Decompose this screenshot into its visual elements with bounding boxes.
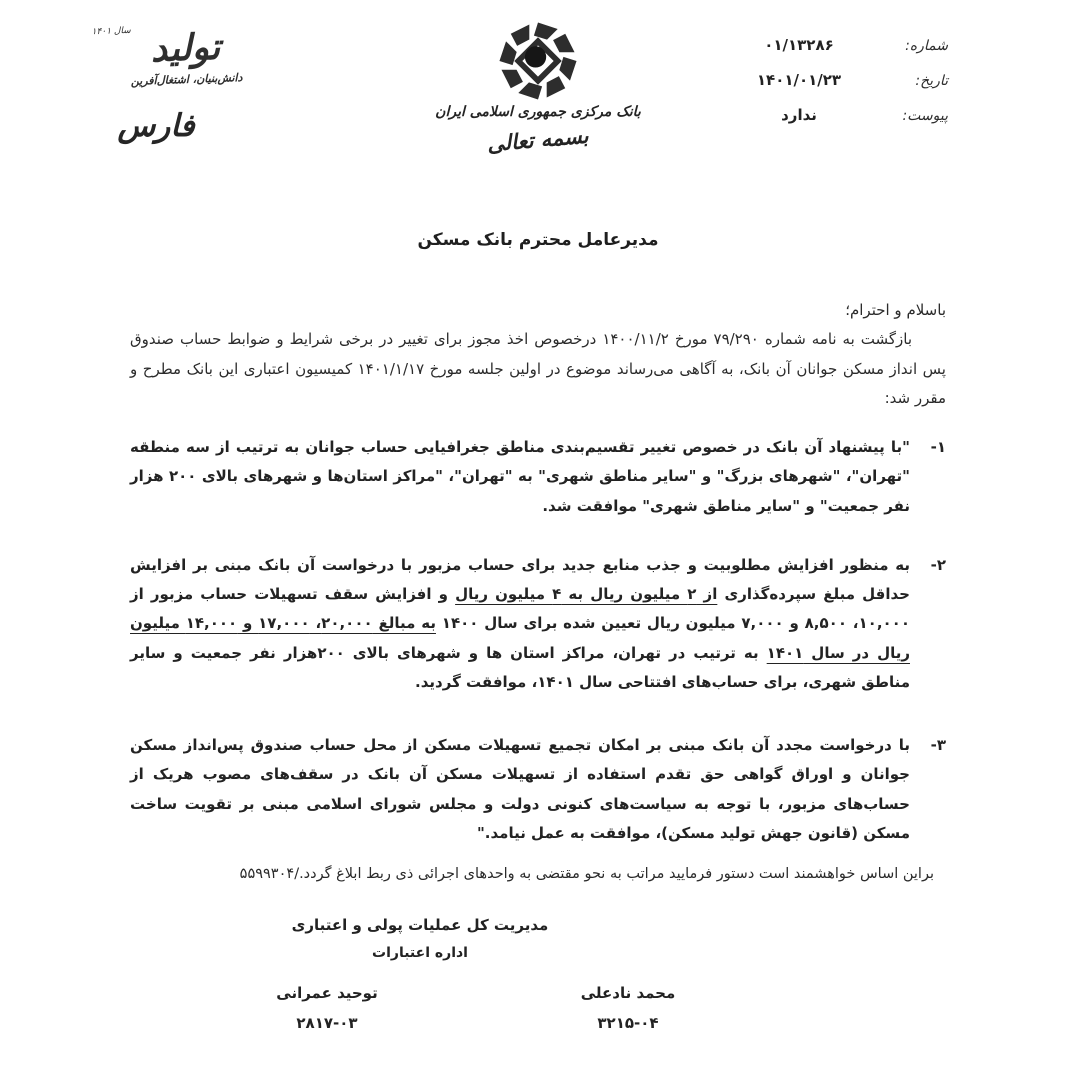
salutation: باسلام و احترام؛ xyxy=(845,301,946,319)
year-slogan-small-text: سال ۱۴۰۱ xyxy=(91,25,132,38)
letter-meta xyxy=(716,36,948,141)
year-slogan-logo xyxy=(91,25,243,89)
year-slogan-main-text: تولید xyxy=(150,26,222,71)
recipient-title: مدیرعامل محترم بانک مسکن xyxy=(417,230,659,250)
signer-left-code: ۲۸۱۷-۰۳ xyxy=(296,1014,358,1032)
list-item-1 xyxy=(130,433,946,521)
year-slogan-sub-text: دانش‌بنیان، اشتغال‌آفرین xyxy=(130,71,243,89)
date-label: تاریخ: xyxy=(915,73,948,89)
item-2-text: به منظور افزایش مطلوبیت و جذب منابع جدید برای حساب مزبور با درخواست آن بانک مبنی بر افزایش حداقل مبلغ سپرده‌گذاری از ۲ میلیون ریال به ۴ میلیون ریال و افزایش سقف تسهیلات حساب مزبور از ۱۰,۰۰۰، ۸,۵۰۰ و ۷,۰۰۰ میلیون ریال تعیین شده برای سال ۱۴۰۰ به مبالغ ۲۰,۰۰۰، ۱۷,۰۰۰ و ۱۴,۰۰۰ میلیون ریال در سال ۱۴۰۱ به ترتیب در تهران، مراکز استان ها و شهرهای بالای ۲۰۰هزار نفر جمعیت و سایر مناطق شهری، برای حساب‌های افتتاحی سال ۱۴۰۱، موافقت گردید. xyxy=(130,555,910,691)
meta-date-row xyxy=(716,71,948,89)
item-3-text: با درخواست مجدد آن بانک مبنی بر امکان تجمیع تسهیلات مسکن از محل حساب صندوق پس‌انداز مسکن جوانان و اوراق گواهی حق تقدم استفاده از تسهیلات مسکن آن بانک در سقف‌های مصوب هریک از حساب‌های مزبور، با توجه به سیاست‌های کنونی دولت و مجلس شورای اسلامی مبنی بر تقویت ساخت مسکن (قانون جهش تولید مسکن)، موافقت به عمل نیامد." xyxy=(130,736,910,842)
signature-office: اداره اعتبارات xyxy=(372,945,468,961)
signature-heading xyxy=(255,916,585,961)
list-item-2 xyxy=(130,551,946,697)
underlined-amount-1: از ۲ میلیون ریال به ۴ میلیون ریال xyxy=(455,585,718,603)
intro-paragraph: بازگشت به نامه شماره ۷۹/۲۹۰ مورخ ۱۴۰۰/۱۱/۲ درخصوص اخذ مجوز برای تغییر در برخی شرایط و ضوابط حساب صندوق پس انداز مسکن جوانان آن بانک، به آگاهی می‌رساند موضوع در اولین جلسه مورخ ۱۴۰۱/۱/۱۷ کمیسیون اعتباری این بانک مطرح و مقرر شد: xyxy=(130,330,946,407)
besmeleh-calligraphy: بسمه تعالی xyxy=(486,123,590,157)
number-value: ۰۱/۱۳۲۸۶ xyxy=(764,36,834,54)
meta-number-row xyxy=(716,36,948,54)
underlined-amount-2: به مبالغ ۲۰,۰۰۰، ۱۷,۰۰۰ و ۱۴,۰۰۰ میلیون ریال در سال ۱۴۰۱ xyxy=(130,614,910,662)
signer-left xyxy=(252,984,402,1032)
attachment-label: پیوست: xyxy=(902,108,948,124)
signer-left-name: توحید عمرانی xyxy=(276,984,378,1002)
fars-news-logo xyxy=(96,103,276,149)
signer-right-name: محمد نادعلی xyxy=(580,984,676,1002)
item-2-number: ۲- xyxy=(930,555,946,574)
letter-body xyxy=(130,296,946,888)
list-item-3 xyxy=(130,731,946,848)
bank-name-calligraphy: بانک مرکزی جمهوری اسلامی ایران xyxy=(435,104,641,120)
item-1-number: ۱- xyxy=(930,438,946,456)
signer-right xyxy=(553,984,703,1032)
item-3-number: ۳- xyxy=(930,736,946,754)
attachment-value: ندارد xyxy=(781,106,817,124)
fars-diamond-icon xyxy=(199,103,255,149)
number-label: شماره: xyxy=(905,38,948,54)
fars-yellow-diamond-icon xyxy=(216,107,254,145)
closing-line: براین اساس خواهشمند است دستور فرمایید مراتب به نحو مقتضی به واحدهای اجرائی ذی ربط ابلاغ گردد./۵۵۹۹۳۰۴ xyxy=(239,866,934,882)
signature-department: مدیریت کل عملیات پولی و اعتباری xyxy=(291,916,549,934)
fars-wordmark: فارس xyxy=(117,107,195,144)
item-1-text: "با پیشنهاد آن بانک در خصوص تغییر تقسیم‌بندی مناطق جغرافیایی حساب جوانان به ترتیب از سه منطقه "تهران"، "شهرهای بزرگ" و "سایر مناطق شهری" به "تهران"، "مراکز استان‌ها و شهرهای بالای ۲۰۰ هزار نفر جمعیت" و "سایر مناطق شهری" موافقت شد. xyxy=(130,438,910,515)
letterhead-center xyxy=(373,20,703,157)
meta-attachment-row xyxy=(716,106,948,124)
signer-right-code: ۳۲۱۵-۰۴ xyxy=(597,1014,659,1032)
letterhead-left xyxy=(91,25,276,149)
central-bank-emblem-icon xyxy=(497,20,579,102)
date-value: ۱۴۰۱/۰۱/۲۳ xyxy=(756,71,842,89)
